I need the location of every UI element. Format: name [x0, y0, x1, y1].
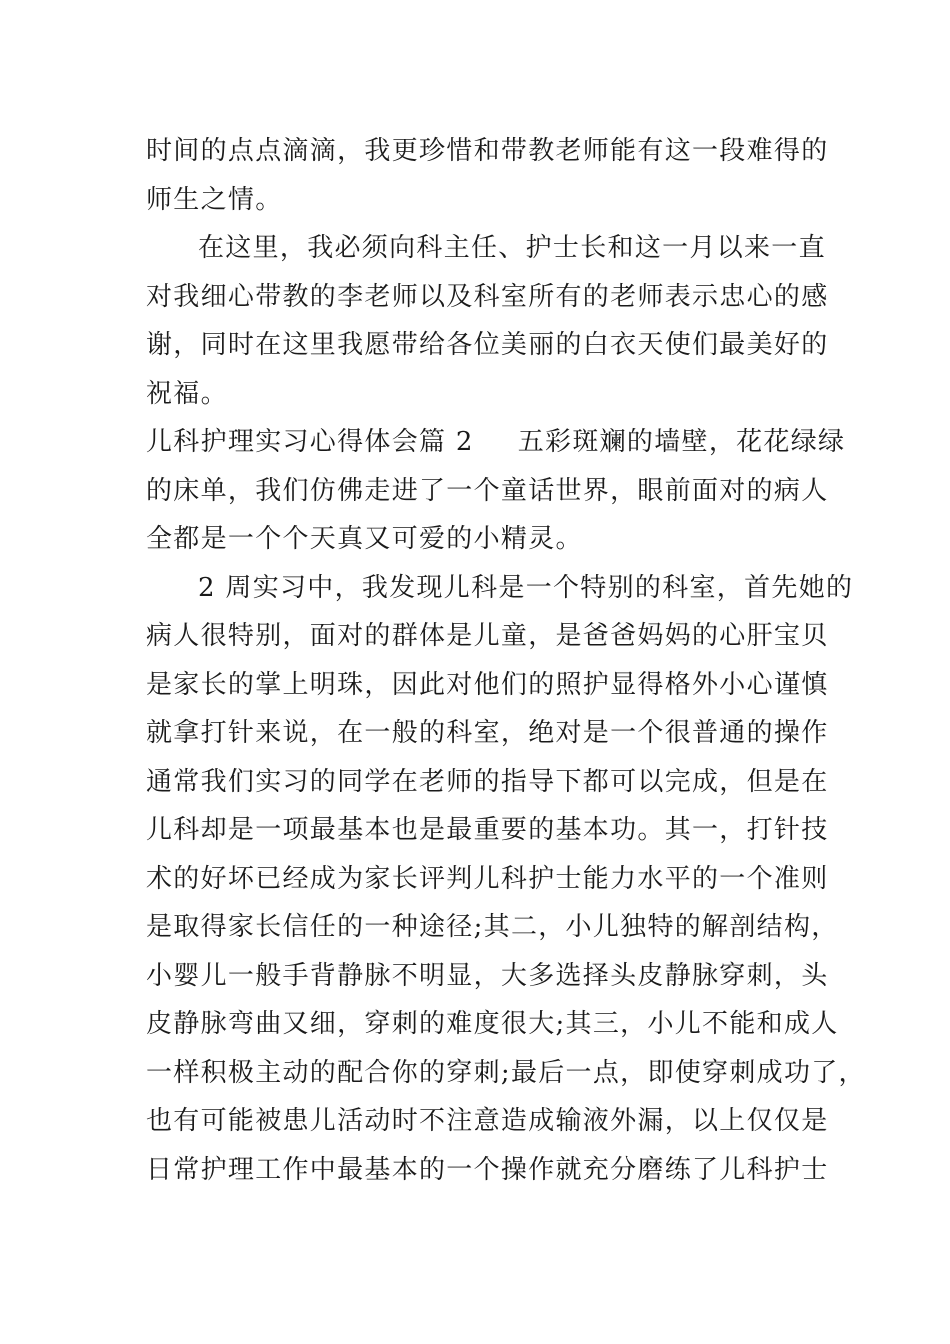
text-line: 师生之情。 — [146, 184, 283, 215]
text-line: 就拿打针来说，在一般的科室，绝对是一个很普通的操作 — [146, 718, 829, 748]
text-line: 2 周实习中，我发现儿科是一个特别的科室，首先她的 — [198, 572, 854, 603]
section-heading-line — [146, 418, 846, 467]
document-body — [146, 127, 866, 1194]
text-line: 对我细心带教的李老师以及科室所有的老师表示忠心的感 — [146, 281, 829, 312]
text-line: 也有可能被患儿活动时不注意造成输液外漏，以上仅仅是 — [146, 1106, 829, 1136]
text-line: 通常我们实习的同学在老师的指导下都可以完成，但是在 — [146, 766, 829, 797]
text-line: 是取得家长信任的一种途径;其二，小儿独特的解剖结构， — [146, 912, 839, 942]
text-line: 儿科却是一项最基本也是最重要的基本功。其一，打针技 — [146, 815, 829, 845]
text-line: 的床单，我们仿佛走进了一个童话世界，眼前面对的病人 — [146, 475, 829, 506]
text-line: 术的好坏已经成为家长评判儿科护士能力水平的一个准则 — [146, 863, 829, 894]
text-line: 全都是一个个天真又可爱的小精灵。 — [146, 524, 583, 554]
text-line: 是家长的掌上明珠，因此对他们的照护显得格外小心谨慎 — [146, 669, 829, 700]
text-line: 谢，同时在这里我愿带给各位美丽的白衣天使们最美好的 — [146, 330, 829, 360]
text-line: 祝福。 — [146, 378, 228, 409]
text-line: 日常护理工作中最基本的一个操作就充分磨练了儿科护士 — [146, 1154, 829, 1185]
text-line: 病人很特别，面对的群体是儿童，是爸爸妈妈的心肝宝贝 — [146, 621, 829, 651]
section-first-line: 五彩斑斓的墙壁，花花绿绿 — [517, 427, 846, 457]
text-line: 一样积极主动的配合你的穿刺;最后一点，即使穿刺成功了， — [146, 1057, 866, 1088]
section-heading: 儿科护理实习心得体会篇 2 — [146, 427, 474, 457]
text-line: 小婴儿一般手背静脉不明显，大多选择头皮静脉穿刺，头 — [146, 960, 829, 991]
text-line: 时间的点点滴滴，我更珍惜和带教老师能有这一段难得的 — [146, 136, 829, 166]
text-line: 在这里，我必须向科主任、护士长和这一月以来一直 — [198, 233, 826, 263]
text-line: 皮静脉弯曲又细，穿刺的难度很大;其三，小儿不能和成人 — [146, 1009, 839, 1039]
